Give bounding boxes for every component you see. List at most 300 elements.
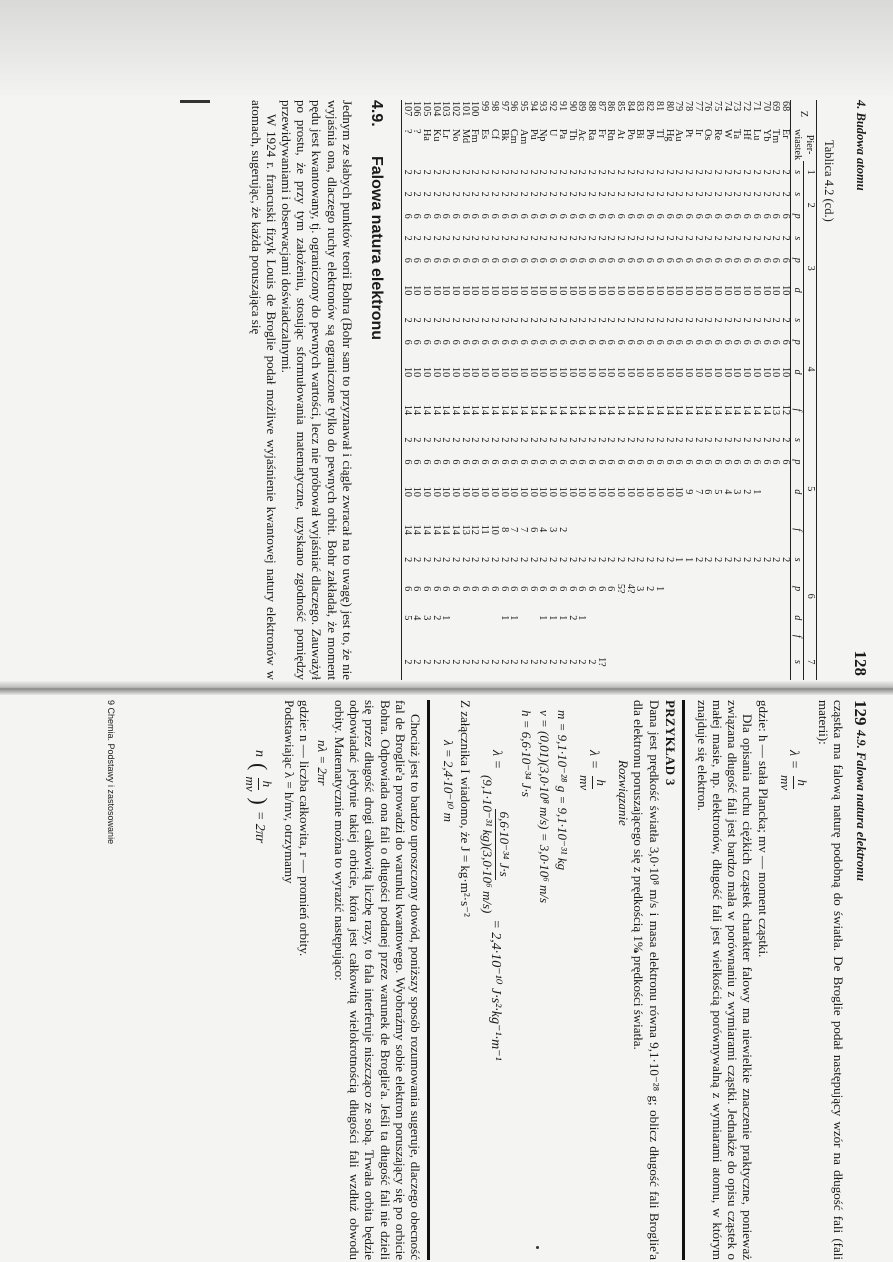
electron-count: 2 xyxy=(518,659,530,665)
electron-count: 2 xyxy=(770,317,782,323)
paragraph: Jednym ze słabych punktów teorii Bohra (Bohr sam to przyznawał i ciągle zwracał na to uwagę) jest to, że nie wyjaśnia ona, dlaczego ruchy elektronów są ograniczone tylko do pewnych orbit. Bohr zakładał, że moment pędu jest kwantowany, tj. ograniczony do pewnych wartości, lecz nie próbował wyjaśniać dlaczego. Zauważył po prostu, że przy tym założeniu, stosując sformułowania matematyczne, uzyskano zgodność pomiędzy przewidywaniami i obserwacjami doświadczalnymi. xyxy=(279,100,355,680)
electron-count xyxy=(732,629,742,644)
electron-count: 2 xyxy=(488,659,500,665)
electron-count: 14 xyxy=(585,404,597,416)
electron-count: 2 xyxy=(692,437,704,443)
electron-count: 2 xyxy=(469,659,481,665)
electron-count: 10 xyxy=(682,367,694,378)
electron-count xyxy=(693,644,703,680)
electron-count: 2 xyxy=(459,437,471,443)
electron-count: 2 xyxy=(518,235,530,241)
electron-count: 6 xyxy=(760,213,772,219)
electron-count: 2 xyxy=(780,191,791,197)
electron-count: 2 xyxy=(663,235,675,241)
electron-count: 2 xyxy=(440,235,452,241)
table-row xyxy=(480,100,490,680)
electron-count xyxy=(615,607,625,629)
electron-count: 10 xyxy=(440,285,452,296)
electron-count: 10 xyxy=(673,285,685,296)
electron-count: 2 xyxy=(770,557,782,563)
electron-count: 6 xyxy=(430,213,442,219)
electron-count xyxy=(674,607,684,629)
formula-n: n xyxy=(251,750,267,757)
electron-count: 6 xyxy=(411,257,423,263)
atomic-number: 88 xyxy=(585,101,597,112)
electron-count: 6 xyxy=(508,586,520,592)
table-row xyxy=(586,100,596,680)
electron-count: 10 xyxy=(411,285,423,296)
electron-count: 2 xyxy=(411,437,423,443)
electron-count: 10 xyxy=(585,285,597,296)
electron-count: 6 xyxy=(585,459,597,465)
electron-count: 2 xyxy=(488,235,500,241)
electron-count: 7 xyxy=(518,527,530,533)
table-row xyxy=(712,100,722,680)
electron-count xyxy=(664,607,674,629)
electron-count xyxy=(450,607,460,629)
electron-count: 2 xyxy=(585,169,597,175)
electron-count: 2 xyxy=(663,169,675,175)
electron-count: 6 xyxy=(576,339,588,345)
electron-count: 10 xyxy=(411,367,423,378)
table-caption: Tablica 4.2 (cd.) xyxy=(822,140,836,222)
electron-count: 2 xyxy=(741,191,753,197)
electron-count: 2 xyxy=(634,317,646,323)
electron-count: 14 xyxy=(731,404,743,416)
electron-count: 14 xyxy=(527,404,539,416)
electron-count xyxy=(683,571,693,607)
electron-count: 2 xyxy=(692,557,704,563)
table-row xyxy=(489,100,499,680)
electron-count xyxy=(674,629,684,644)
electron-count: 2 xyxy=(488,317,500,323)
electron-count: 6 xyxy=(624,257,636,263)
electron-count: 14 xyxy=(576,404,588,416)
electron-count: 6 xyxy=(673,213,685,219)
electron-count: 1 xyxy=(673,557,685,563)
electron-count: 6 xyxy=(420,586,432,592)
electron-count: 6 xyxy=(527,586,539,592)
denominator: mv xyxy=(577,775,593,791)
electron-count: 2 xyxy=(585,437,597,443)
electron-count: 6 xyxy=(488,213,500,219)
electron-count: 2 xyxy=(527,235,539,241)
electron-count: 2 xyxy=(566,659,578,665)
fraction xyxy=(576,775,609,790)
electron-count: 10 xyxy=(508,367,520,378)
electron-count: 6 xyxy=(498,459,510,465)
electron-count: 10 xyxy=(576,285,588,296)
electron-count: 6 xyxy=(741,339,753,345)
example-text: Dana jest prędkość światła 3,0·10⁸ m/s i masa elektronu równa 9,1·10⁻²⁸ g; oblicz długość fali Broglie'a dla elektronu poruszającego się z prędkością 1% prędkości światła. xyxy=(631,700,662,1260)
electron-count: 10 xyxy=(518,486,530,497)
header-subshell: d xyxy=(791,607,804,629)
atomic-number: 93 xyxy=(537,101,549,112)
header-subshell: s xyxy=(791,183,804,205)
electron-count: 10 xyxy=(469,486,481,497)
electron-count: 2 xyxy=(605,235,617,241)
electron-count: 10 xyxy=(644,285,656,296)
electron-count: 6 xyxy=(440,459,452,465)
electron-count: 2 xyxy=(518,437,530,443)
electron-count: 2 xyxy=(605,191,617,197)
electron-count: 6 xyxy=(595,257,607,263)
electron-count: 6 xyxy=(566,257,578,263)
header-subshell: s xyxy=(791,161,804,183)
electron-count: 4 xyxy=(721,489,733,495)
electron-count: 2 xyxy=(508,659,520,665)
electron-count xyxy=(741,571,751,607)
electron-count: 2 xyxy=(653,235,665,241)
electron-count: 6 xyxy=(585,586,597,592)
header-subshell: d xyxy=(791,271,804,309)
electron-count: 10 xyxy=(644,486,656,497)
electron-count: 1 xyxy=(653,586,665,592)
paragraph: W 1924 r. francuski fizyk Louis de Broglie podał możliwe wyjaśnienie kwantowej natury elektronów w atomach, sugerując, że każda poruszająca się xyxy=(248,100,279,680)
atomic-number: 78 xyxy=(682,101,694,112)
electron-count: 10 xyxy=(556,285,568,296)
element-symbol: Bk xyxy=(498,129,510,141)
electron-count xyxy=(664,644,674,680)
electron-count: 2 xyxy=(518,317,530,323)
electron-count: 2 xyxy=(702,235,714,241)
electron-count xyxy=(489,607,499,629)
electron-count: 2 xyxy=(576,317,588,323)
electron-count xyxy=(470,607,480,629)
electron-count: 14 xyxy=(702,404,714,416)
electron-count xyxy=(644,629,654,644)
electron-count: 2 xyxy=(780,317,791,323)
electron-count: 2 xyxy=(459,317,471,323)
electron-count: 2 xyxy=(712,557,724,563)
chapter-title: 4.9. Falowa natura elektronu xyxy=(854,730,868,882)
electron-count: 2 xyxy=(459,191,471,197)
electron-count: 2 xyxy=(469,169,481,175)
table-row xyxy=(722,100,732,680)
electron-count: 2 xyxy=(673,235,685,241)
electron-count: 6 xyxy=(537,213,549,219)
electron-count: 14 xyxy=(663,404,675,416)
electron-count: 2 xyxy=(420,557,432,563)
electron-count: 10 xyxy=(430,367,442,378)
electron-count: 2 xyxy=(595,557,607,563)
electron-count: 10 xyxy=(508,285,520,296)
electron-count xyxy=(712,644,722,680)
table-row xyxy=(732,100,742,680)
electron-count: 5? xyxy=(615,583,627,594)
denominator: mv xyxy=(243,776,259,792)
electron-count: 6 xyxy=(615,213,627,219)
electron-count: 6 xyxy=(488,339,500,345)
electron-count: 10 xyxy=(401,353,411,391)
electron-count xyxy=(761,473,771,511)
paragraph: gdzie: h — stała Plancka; mv — moment cząstki. xyxy=(755,700,771,958)
equation-final xyxy=(242,750,275,1260)
element-symbol: Pt xyxy=(682,129,694,138)
element-symbol: Tm xyxy=(770,129,782,144)
electron-count: 10 xyxy=(634,285,646,296)
electron-count: 2 xyxy=(721,317,733,323)
electron-count: 2 xyxy=(644,586,656,592)
shell-header-row xyxy=(804,100,817,680)
electron-count: 8 xyxy=(498,527,510,533)
electron-count: 10 xyxy=(556,486,568,497)
electron-count: 2 xyxy=(663,437,675,443)
electron-count: 6 xyxy=(401,571,411,607)
electron-count: 14 xyxy=(644,404,656,416)
table-row xyxy=(644,100,654,680)
electron-count: 10 xyxy=(673,367,685,378)
electron-count: 10 xyxy=(566,285,578,296)
electron-configuration-table xyxy=(401,100,817,680)
electron-count: 10 xyxy=(498,285,510,296)
electron-count: 6 xyxy=(634,459,646,465)
electron-count: 6 xyxy=(518,257,530,263)
electron-count: 2 xyxy=(731,317,743,323)
electron-count: 2 xyxy=(721,437,733,443)
electron-count: 2 xyxy=(537,437,549,443)
electron-count: 2 xyxy=(566,437,578,443)
electron-count: 10 xyxy=(430,486,442,497)
electron-count: 1 xyxy=(682,557,694,563)
element-symbol: Md xyxy=(459,129,471,144)
electron-count: 6 xyxy=(498,213,510,219)
element-symbol: Ta xyxy=(731,129,743,140)
electron-count: 6 xyxy=(537,459,549,465)
electron-count: 6 xyxy=(615,257,627,263)
electron-count: 6 xyxy=(731,213,743,219)
electron-count xyxy=(722,644,732,680)
equation-lambda-value xyxy=(479,750,512,1260)
electron-count xyxy=(761,571,771,607)
electron-count: 6 xyxy=(595,586,607,592)
electron-count: 6 xyxy=(537,339,549,345)
electron-count: 2 xyxy=(440,317,452,323)
electron-count: 14 xyxy=(518,404,530,416)
electron-count: 2 xyxy=(576,437,588,443)
electron-count: 6 xyxy=(556,586,568,592)
electron-count: 14 xyxy=(450,524,462,535)
electron-count: 6 xyxy=(770,459,782,465)
electron-count: 6 xyxy=(401,331,411,353)
electron-count: 2 xyxy=(692,317,704,323)
electron-count: 6 xyxy=(469,339,481,345)
electron-count: 10 xyxy=(440,486,452,497)
electron-count: 2 xyxy=(692,235,704,241)
electron-count: 14 xyxy=(624,404,636,416)
electron-count: 6 xyxy=(547,586,559,592)
electron-count: 2 xyxy=(498,191,510,197)
table-row xyxy=(751,100,761,680)
electron-count: 10 xyxy=(673,486,685,497)
electron-count: 10 xyxy=(518,367,530,378)
electron-count: 2 xyxy=(527,659,539,665)
electron-count: 6 xyxy=(411,339,423,345)
electron-count: 6 xyxy=(469,213,481,219)
electron-count xyxy=(596,511,606,549)
electron-count: 2 xyxy=(430,437,442,443)
electron-count: 2 xyxy=(401,309,411,331)
paragraph: Dla opisania ruchu ciężkich cząstek charakter falowy ma niewielkie znaczenie praktyczne, ponieważ związana długość fali jest bardzo mała w porównaniu z wymiarami cząstki. Jednakże do opisu cząstek o małej masie, np. elektronów, długość fali jest wielkością porównywalną z wymiarami atomu, w którym znajduje się elektron. xyxy=(694,700,756,1260)
electron-count: 1 xyxy=(537,615,549,621)
electron-count: 10 xyxy=(615,486,627,497)
element-symbol: W xyxy=(721,129,733,139)
header-subshell: p xyxy=(791,451,804,473)
electron-count: 1 xyxy=(576,615,588,621)
electron-count: 10 xyxy=(595,486,607,497)
electron-count: 2 xyxy=(547,317,559,323)
electron-count xyxy=(460,607,470,629)
electron-count: 6 xyxy=(488,257,500,263)
electron-count: 2 xyxy=(731,235,743,241)
electron-count: 2 xyxy=(615,437,627,443)
electron-count: 6 xyxy=(721,213,733,219)
table-body xyxy=(401,100,790,680)
electron-count: 6 xyxy=(702,213,714,219)
electron-count xyxy=(683,629,693,644)
electron-count: 10 xyxy=(731,367,743,378)
electron-count: 14 xyxy=(459,404,471,416)
electron-count xyxy=(741,644,751,680)
electron-count: 6 xyxy=(634,339,646,345)
electron-count: 2 xyxy=(508,235,520,241)
electron-count: 10 xyxy=(430,285,442,296)
electron-count: 2 xyxy=(469,235,481,241)
electron-count: 2 xyxy=(780,235,791,241)
electron-count xyxy=(703,571,713,607)
electron-count: 2 xyxy=(780,169,791,175)
electron-count: 2 xyxy=(469,191,481,197)
electron-count xyxy=(712,571,722,607)
electron-count: 2 xyxy=(527,317,539,323)
electron-count: 6 xyxy=(692,257,704,263)
electron-count: 2 xyxy=(741,489,753,495)
paragraph: Chociaż jest to bardzo uproszczony dowód, poniższy sposób rozumowania sugeruje, dlaczego obecność fal de Broglie'a prowadzi do warunku kwantowego. Wyobraźmy sobie elektron poruszający się po orbicie Bohra. Odpowiada ona fali o długości podanej przez warunek de Broglie'a. Jeśli ta długość fali nie dzieli się przez długość drogi całkowitą liczbę razy, to fala interferuje niszcząco ze sobą. Trwała orbita będzie odpowiadać jedynie takiej orbicie, która jest całkowitą wielokrotnością długości fali wzdłuż obwodu orbity. Matematycznie można to wyrazić następująco: xyxy=(331,700,423,1260)
running-head xyxy=(846,700,870,1260)
electron-count: 14 xyxy=(634,404,646,416)
atomic-number: 92 xyxy=(547,101,559,112)
electron-count: 2 xyxy=(653,557,665,563)
electron-count xyxy=(722,607,732,629)
electron-count: 10 xyxy=(537,367,549,378)
electron-count: 2 xyxy=(566,317,578,323)
formula-rhs: = 2,4·10⁻¹⁰ J·s²·kg⁻¹·m⁻¹ xyxy=(488,919,504,1061)
electron-count: 2 xyxy=(440,557,452,563)
electron-count: 6 xyxy=(401,249,411,271)
element-symbol: Ir xyxy=(692,129,704,136)
electron-count: 7 xyxy=(508,527,520,533)
electron-count: 2 xyxy=(605,317,617,323)
electron-count: 2 xyxy=(634,235,646,241)
electron-count: 3 xyxy=(420,615,432,621)
electron-count xyxy=(489,629,499,644)
electron-count: 2 xyxy=(459,557,471,563)
electron-count: 2 xyxy=(682,235,694,241)
electron-count: 6 xyxy=(508,339,520,345)
electron-count: 2 xyxy=(663,191,675,197)
electron-count xyxy=(771,473,781,511)
electron-count: 6 xyxy=(624,213,636,219)
electron-count: 10 xyxy=(750,285,762,296)
electron-count: 2 xyxy=(537,659,549,665)
element-symbol: At xyxy=(615,129,627,140)
electron-count: 2 xyxy=(731,557,743,563)
electron-count: 1 xyxy=(498,615,510,621)
electron-count: 10 xyxy=(479,285,491,296)
electron-count: 2 xyxy=(498,437,510,443)
equation-mass: m = 9,1·10⁻²⁸ g = 9,1·10⁻³¹ kg xyxy=(555,710,571,871)
electron-count xyxy=(712,511,722,549)
electron-count xyxy=(401,629,411,644)
electron-count xyxy=(693,511,703,549)
electron-count: 2 xyxy=(605,437,617,443)
element-symbol: ? xyxy=(411,129,423,134)
electron-count xyxy=(722,511,732,549)
electron-count xyxy=(567,629,577,644)
electron-count xyxy=(644,607,654,629)
electron-count: 2 xyxy=(420,437,432,443)
electron-count: 2 xyxy=(702,437,714,443)
electron-count xyxy=(654,629,664,644)
electron-count: 14 xyxy=(682,404,694,416)
electron-count: 2 xyxy=(750,191,762,197)
electron-count: 2 xyxy=(624,169,636,175)
electron-count: 2 xyxy=(721,557,733,563)
electron-count xyxy=(703,511,713,549)
electron-count: 10 xyxy=(411,486,423,497)
electron-count: 6 xyxy=(692,459,704,465)
atomic-number: 81 xyxy=(653,101,665,112)
electron-count: 6 xyxy=(663,339,675,345)
electron-count: 2 xyxy=(479,317,491,323)
atomic-number: 101 xyxy=(459,101,471,117)
electron-count: 10 xyxy=(479,367,491,378)
electron-count: 2 xyxy=(459,169,471,175)
electron-count xyxy=(421,629,431,644)
electron-count: 2 xyxy=(401,644,411,680)
electron-count: 6 xyxy=(450,257,462,263)
electron-count: 2 xyxy=(556,557,568,563)
electron-count: 2 xyxy=(624,235,636,241)
electron-count: 14 xyxy=(430,404,442,416)
electron-count: 2 xyxy=(420,659,432,665)
electron-count xyxy=(441,629,451,644)
solution-label: Rozwiązanie xyxy=(616,760,632,826)
electron-count xyxy=(431,629,441,644)
electron-count: 6 xyxy=(663,459,675,465)
electron-count xyxy=(683,644,693,680)
atomic-number: 68 xyxy=(780,101,791,112)
electron-count: 14 xyxy=(440,524,452,535)
electron-count xyxy=(586,607,596,629)
electron-count: 2 xyxy=(420,191,432,197)
electron-count: 1 xyxy=(440,615,452,621)
electron-count: 6 xyxy=(479,213,491,219)
electron-count: 2 xyxy=(644,437,656,443)
electron-count: 2 xyxy=(459,235,471,241)
electron-count: 10 xyxy=(488,367,500,378)
atomic-number: 99 xyxy=(479,101,491,112)
electron-count: 6 xyxy=(721,257,733,263)
element-symbol: Ku xyxy=(430,129,442,142)
electron-count: 6 xyxy=(702,459,714,465)
electron-count: 6 xyxy=(420,213,432,219)
electron-count: 14 xyxy=(537,404,549,416)
electron-count: 2 xyxy=(566,235,578,241)
example-title: PRZYKŁAD 3 xyxy=(662,700,678,786)
table-row xyxy=(441,100,451,680)
formula-de-broglie xyxy=(777,750,810,1260)
